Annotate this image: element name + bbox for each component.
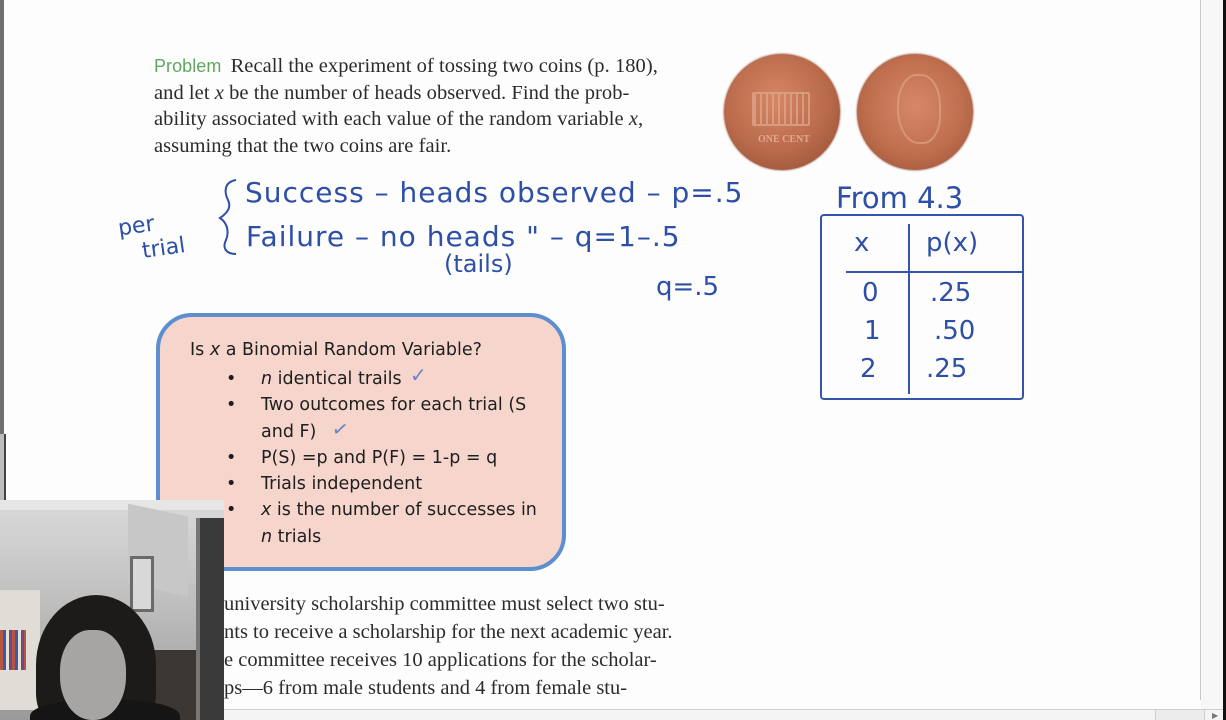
problem-statement: Problem Recall the experiment of tossing two coins (p. 180), and let x be the number of heads observed. Find the prob- ability associated with each value of the random variable x, assuming that the two coins are fair. [154, 55, 658, 157]
table-header-px: p(x) [926, 228, 979, 258]
presenter-webcam-feed [0, 500, 224, 720]
table-divider-vertical [908, 224, 910, 394]
presenter-face [60, 630, 126, 720]
handwritten-check-icon: ✓ [330, 415, 351, 443]
list-item: • x is the number of successes in n trials [226, 497, 546, 550]
handwritten-tails: (tails) [444, 250, 513, 278]
handwritten-failure-line: Failure – no heads " – q=1–.5 [246, 220, 681, 253]
vertical-scrollbar[interactable] [1201, 0, 1223, 720]
handwritten-per: per [116, 211, 157, 242]
handwritten-success-line: Success – heads observed – p=.5 [245, 176, 744, 209]
table-cell-x: 0 [862, 278, 879, 308]
table-cell-p: .50 [934, 316, 976, 346]
table-cell-p: .25 [926, 354, 968, 384]
textbook-body-text: university scholarship committee must select two stu- nts to receive a scholarship for the next academic year. e committee receives 10 applications for the scholar- ps—6 from male students and 4 from female stu- [224, 593, 673, 699]
list-item: • n identical trails [226, 366, 546, 392]
handwritten-trial: trial [140, 233, 187, 264]
bookshelf [0, 630, 26, 670]
list-item: • Two outcomes for each trial (S and F) [226, 392, 546, 445]
penny-reverse-image: ONE CENT [724, 54, 840, 170]
list-item: • Trials independent [226, 471, 546, 497]
lincoln-profile-icon [897, 74, 941, 144]
table-divider-horizontal [846, 271, 1024, 273]
scroll-right-arrow-icon[interactable]: ▶ [1212, 711, 1219, 720]
curly-brace-icon [218, 178, 240, 256]
horizontal-scrollbar-thumb[interactable] [1155, 710, 1205, 720]
handwritten-check-icon: ✓ [410, 363, 427, 387]
table-cell-x: 1 [864, 316, 881, 346]
left-panel-handle[interactable] [0, 434, 6, 500]
wall-picture-frame [130, 556, 154, 612]
handwritten-q-result: q=.5 [656, 272, 720, 302]
window-left-edge [0, 0, 4, 500]
criteria-list [226, 366, 546, 550]
table-cell-p: .25 [930, 278, 972, 308]
lincoln-memorial-icon [752, 92, 810, 126]
list-item: • P(S) =p and P(F) = 1-p = q [226, 445, 546, 471]
table-header-x: x [854, 228, 870, 258]
penny-obverse-image [857, 54, 973, 170]
handwritten-table-title: From 4.3 [836, 181, 964, 215]
table-cell-x: 2 [860, 354, 877, 384]
probability-distribution-table [820, 214, 1024, 400]
callout-title: Is x a Binomial Random Variable? [190, 340, 482, 360]
problem-label: Problem [154, 56, 222, 76]
